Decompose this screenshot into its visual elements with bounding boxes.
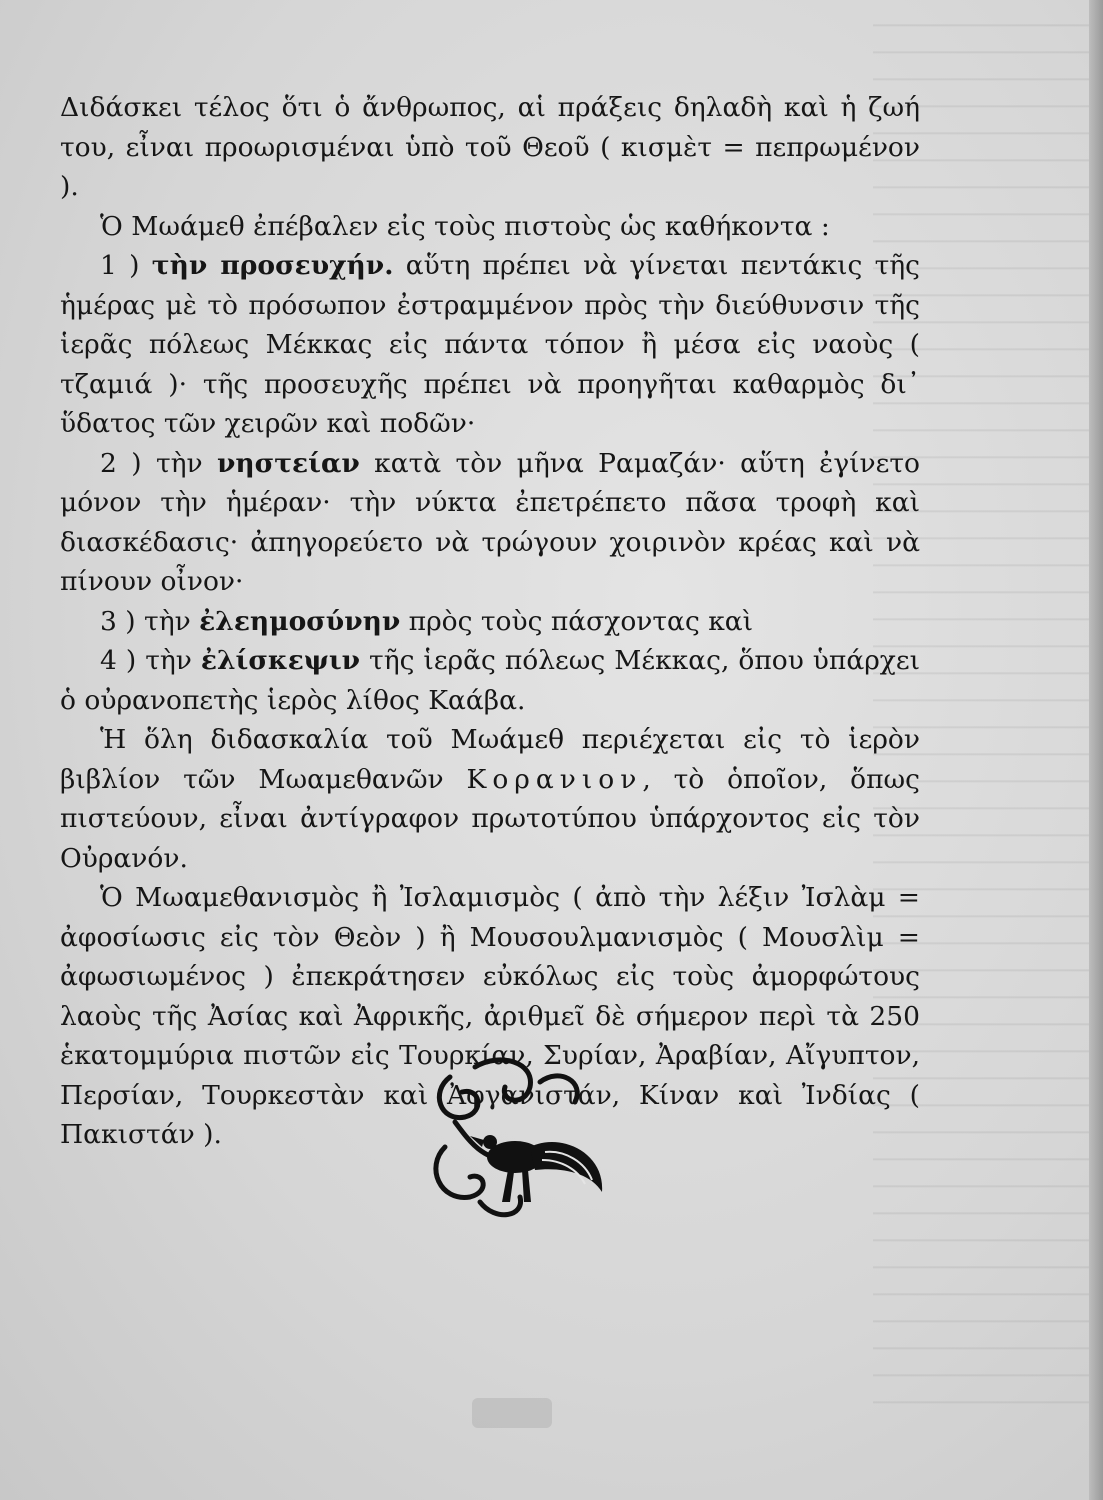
page-edge <box>1089 0 1103 1500</box>
koran-word: Κορανιον <box>466 763 643 795</box>
duty-prayer-number: 1 ) <box>100 250 152 281</box>
peacock-ornament-icon <box>420 1052 610 1227</box>
duty-prayer-term: τὴν προσευχήν. <box>151 250 394 281</box>
duty-pilgrimage <box>60 641 920 720</box>
duty-prayer-text: αὕτη πρέπει νὰ γίνεται πεντάκις τῆς ἡμέρας μὲ τὸ πρόσωπον ἐστραμμένον πρὸς τὴν διεύθυνσιν τῆς ἱερᾶς πόλεως Μέκκας εἰς πάντα τόπον ἢ μέσα εἰς ναοὺς ( τζαμιά )· τῆς προσευχῆς πρέπει νὰ προηγῆται καθαρμὸς δι᾽ ὕδατος τῶν χειρῶν καὶ ποδῶν· <box>60 250 920 439</box>
duty-fasting-number: 2 ) τὴν <box>100 447 218 479</box>
duty-prayer <box>60 246 920 444</box>
paragraph-islam-spread: Ὁ Μωαμεθανισμὸς ἢ Ἰσλαμισμὸς ( ἀπὸ τὴν λέξιν Ἰσλὰμ = ἀφοσίωσις εἰς τὸν Θεὸν ) ἢ Μουσουλμανισμὸς ( Μουσλὶμ = ἀφωσιωμένος ) ἐπεκράτησεν εὐκόλως εἰς τοὺς ἀμορφώτους λαοὺς τῆς Ἀσίας καὶ Ἀφρικῆς, ἀριθμεῖ δὲ σήμερον περὶ τὰ 250 ἑκατομμύρια πιστῶν εἰς Τουρκίαν, Συρίαν, Ἀραβίαν, Αἴγυπτον, Περσίαν, Τουρκεστὰν καὶ Ἀφγανιστάν, Κίναν καὶ Ἰνδίας ( Πακιστάν ). <box>60 882 920 1150</box>
paragraph-fate: Διδάσκει τέλος ὅτι ὁ ἄνθρωπος, αἱ πράξεις δηλαδὴ καὶ ἡ ζωή του, εἶναι προωρισμέναι ὑπὸ τοῦ Θεοῦ ( κισμὲτ = πεπρωμένον ). <box>60 92 920 202</box>
duty-pilgrimage-term: ἐλίσκεψιν <box>200 645 361 676</box>
page-text <box>60 88 920 1155</box>
duty-alms-text: πρὸς τοὺς πάσχοντας καὶ <box>400 605 754 637</box>
duty-alms <box>60 602 920 642</box>
koran-text-a: Ἡ ὅλη διδασκαλία τοῦ Μωάμεθ περιέχεται εἰς τὸ ἱερὸν βιβλίον τῶν Μωαμεθανῶν <box>60 724 920 795</box>
paragraph-duties-intro: Ὁ Μωάμεθ ἐπέβαλεν εἰς τοὺς πιστοὺς ὡς καθήκοντα : <box>100 210 830 242</box>
page-number-faded <box>472 1398 552 1428</box>
duty-pilgrimage-number: 4 ) τὴν <box>100 645 201 676</box>
duty-alms-term: ἐλεημοσύνην <box>199 605 401 637</box>
paragraph-koran <box>60 720 920 878</box>
koran-text-b: , τὸ ὁποῖον, ὅπως πιστεύουν, εἶναι ἀντίγραφον πρωτοτύπου ὑπάρχοντος εἰς τὸν Οὐρανόν. <box>60 763 920 874</box>
duty-pilgrimage-text: τῆς ἱερᾶς πόλεως Μέκκας, ὅπου ὑπάρχει ὁ οὐρανοπετὴς ἱερὸς λίθος Καάβα. <box>60 645 920 716</box>
duty-fasting <box>60 444 920 602</box>
duty-fasting-text: κατὰ τὸν μῆνα Ραμαζάν· αὕτη ἐγίνετο μόνον τὴν ἡμέραν· τὴν νύκτα ἐπετρέπετο πᾶσα τροφὴ καὶ διασκέδασις· ἀπηγορεύετο νὰ τρώγουν χοιρινὸν κρέας καὶ νὰ πίνουν οἶνον· <box>60 447 920 597</box>
duty-fasting-term: νηστείαν <box>217 447 360 479</box>
duty-alms-number: 3 ) τὴν <box>100 605 200 637</box>
